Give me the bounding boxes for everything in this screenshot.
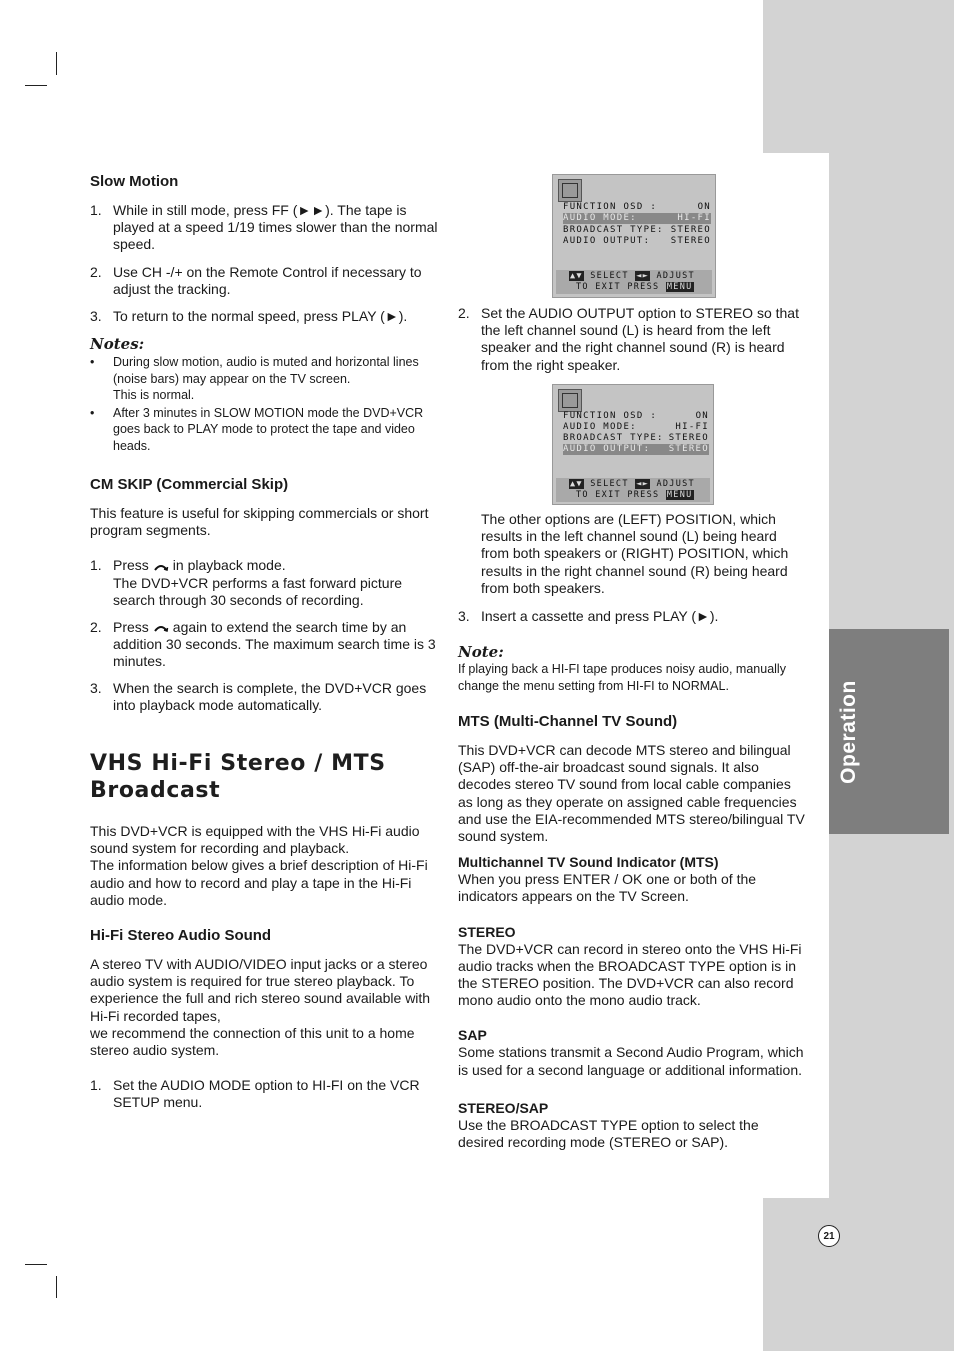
osd-footer: ▲▼ SELECT ◄► ADJUST TO EXIT PRESS MENU — [556, 478, 710, 502]
note-block — [458, 643, 803, 694]
hifi-heading: Hi-Fi Stereo Audio Sound — [90, 927, 272, 944]
cm-skip-heading: CM SKIP (Commercial Skip) — [90, 476, 289, 493]
osd-row: FUNCTION OSD : ON — [563, 411, 709, 421]
osd-row: FUNCTION OSD : ON — [563, 202, 711, 212]
stereo-sap-heading: STEREO/SAP — [458, 1099, 549, 1116]
vcr-setup-icon — [558, 389, 582, 412]
note-text: If playing back a HI-FI tape produces noisy audio, manually change the menu setting from HI-FI to NORMAL. — [458, 662, 786, 693]
cm-skip-icon — [153, 562, 169, 572]
osd-footer: ▲▼ SELECT ◄► ADJUST TO EXIT PRESS MENU — [556, 270, 712, 294]
note-item: • During slow motion, audio is muted and horizontal lines (noise bars) may appear on the TV screen. This is normal. — [90, 354, 440, 404]
list-item: 3. When the search is complete, the DVD+VCR goes into playback mode automatically. — [90, 679, 427, 713]
cm-skip-intro: This feature is useful for skipping commercials or short program segments. — [90, 505, 429, 539]
sap-text: Some stations transmit a Second Audio Program, which is used for a second language or additional information. — [458, 1044, 804, 1078]
left-right-arrows-icon: ◄► — [636, 271, 650, 281]
hifi-steps-final — [458, 608, 803, 625]
notes-list — [90, 354, 440, 454]
page-number: 21 — [818, 1225, 840, 1247]
note-title: Note: — [458, 643, 504, 661]
hifi-paragraph: we recommend the connection of this unit to a home stereo audio system. — [90, 1024, 415, 1059]
list-item: 1. Press in playback mode. The DVD+VCR performs a fast forward picture search through 30 seconds of recording. — [90, 557, 403, 608]
hifi-steps — [90, 1077, 435, 1111]
cm-skip-steps — [90, 557, 440, 714]
hifi-intro — [90, 823, 435, 909]
sap-heading: SAP — [458, 1027, 487, 1044]
crop-mark — [56, 52, 57, 75]
page-title: VHS Hi-Fi Stereo / MTS Broadcast — [90, 751, 386, 803]
slow-motion-steps — [90, 202, 440, 325]
other-options-text: The other options are (LEFT) POSITION, which results in the left channel sound (L) being heard from both speakers or (RIGHT) POSITION, which results in the right channel sound (R) being heard from both speakers. — [481, 511, 789, 596]
cm-skip-icon — [153, 623, 169, 633]
crop-mark — [25, 1264, 47, 1265]
hifi-steps-continued — [458, 305, 803, 374]
osd-row: AUDIO OUTPUT: STEREO — [563, 236, 711, 246]
list-item: 2. Press again to extend the search time by an addition 30 seconds. The maximum search time is 3 minutes. — [90, 619, 436, 670]
cm-skip-section — [90, 476, 440, 714]
menu-key-icon: MENU — [666, 282, 693, 292]
osd-row: BROADCAST TYPE: STEREO — [563, 433, 709, 443]
note-item: • After 3 minutes in SLOW MOTION mode the DVD+VCR goes back to PLAY mode to protect the tape and video heads. — [90, 405, 440, 455]
osd-screen-audio-output — [552, 384, 714, 505]
list-item: 3. To return to the normal speed, press PLAY (►). — [90, 308, 408, 325]
stereo-text: The DVD+VCR can record in stereo onto the VHS Hi-Fi audio tracks when the BROADCAST TYPE option is in the STEREO position. The DVD+VCR can also record mono audio onto the mono audio track. — [458, 940, 802, 1009]
step-2-block — [458, 305, 803, 374]
crop-mark — [56, 1276, 57, 1298]
mts-paragraph: This DVD+VCR can decode MTS stereo and bilingual (SAP) off-the-air broadcast sound signals. It also decodes stereo TV sound from local cable companies as long as they operate on assigned cable frequencies and use the EIA-recommended MTS stereo/bilingual TV sound system. — [458, 742, 805, 845]
stereo-heading: STEREO — [458, 923, 516, 940]
menu-key-icon: MENU — [666, 490, 693, 500]
mts-heading: MTS (Multi-Channel TV Sound) — [458, 713, 678, 730]
crop-mark — [25, 85, 47, 86]
up-down-arrows-icon: ▲▼ — [570, 271, 583, 281]
hifi-section — [90, 927, 435, 1112]
mts-section — [458, 713, 808, 1151]
stereo-sap-text: Use the BROADCAST TYPE option to select the desired recording mode (STEREO or SAP). — [458, 1116, 759, 1151]
up-down-arrows-icon: ▲▼ — [570, 479, 583, 489]
vcr-setup-icon — [558, 179, 582, 202]
mts-indicator-text: When you press ENTER / OK one or both of the indicators appears on the TV Screen. — [458, 871, 757, 905]
intro-paragraph: The information below gives a brief description of Hi-Fi audio and how to record and play a tape in the Hi-Fi audio mode. — [90, 857, 428, 908]
left-right-arrows-icon: ◄► — [636, 479, 650, 489]
osd-screen-audio-mode — [552, 174, 716, 298]
section-tab-label: Operation — [837, 679, 860, 784]
notes-title: Notes: — [90, 335, 145, 354]
list-item: 1. Set the AUDIO MODE option to HI-FI on the VCR SETUP menu. — [90, 1077, 420, 1111]
step-3-block — [458, 608, 803, 625]
osd-row: AUDIO MODE: HI-FI — [563, 422, 709, 432]
osd-row-highlighted: AUDIO OUTPUT: STEREO — [563, 444, 709, 454]
list-item: 1. While in still mode, press FF (►►). The tape is played at a speed 1/19 times slower than the normal speed. — [90, 202, 438, 253]
intro-paragraph: This DVD+VCR is equipped with the VHS Hi-Fi audio sound system for recording and playback. — [90, 823, 420, 857]
mts-indicator-heading: Multichannel TV Sound Indicator (MTS) — [458, 854, 719, 871]
osd-row: BROADCAST TYPE: STEREO — [563, 225, 711, 235]
list-item: 3. Insert a cassette and press PLAY (►). — [458, 608, 719, 624]
slow-motion-heading: Slow Motion — [90, 173, 179, 190]
slow-motion-section — [90, 173, 440, 454]
list-item: 2. Use CH -/+ on the Remote Control if necessary to adjust the tracking. — [90, 263, 422, 297]
list-item: 2. Set the AUDIO OUTPUT option to STEREO so that the left channel sound (L) is heard from the left speaker and the right channel sound (R) is heard from the right speaker. — [458, 305, 799, 373]
osd-row-highlighted: AUDIO MODE: HI-FI — [563, 213, 711, 223]
hifi-paragraph: A stereo TV with AUDIO/VIDEO input jacks or a stereo audio system is required for true stereo playback. To experience the full and rich stereo sound available with Hi-Fi recorded tapes, — [90, 956, 431, 1024]
